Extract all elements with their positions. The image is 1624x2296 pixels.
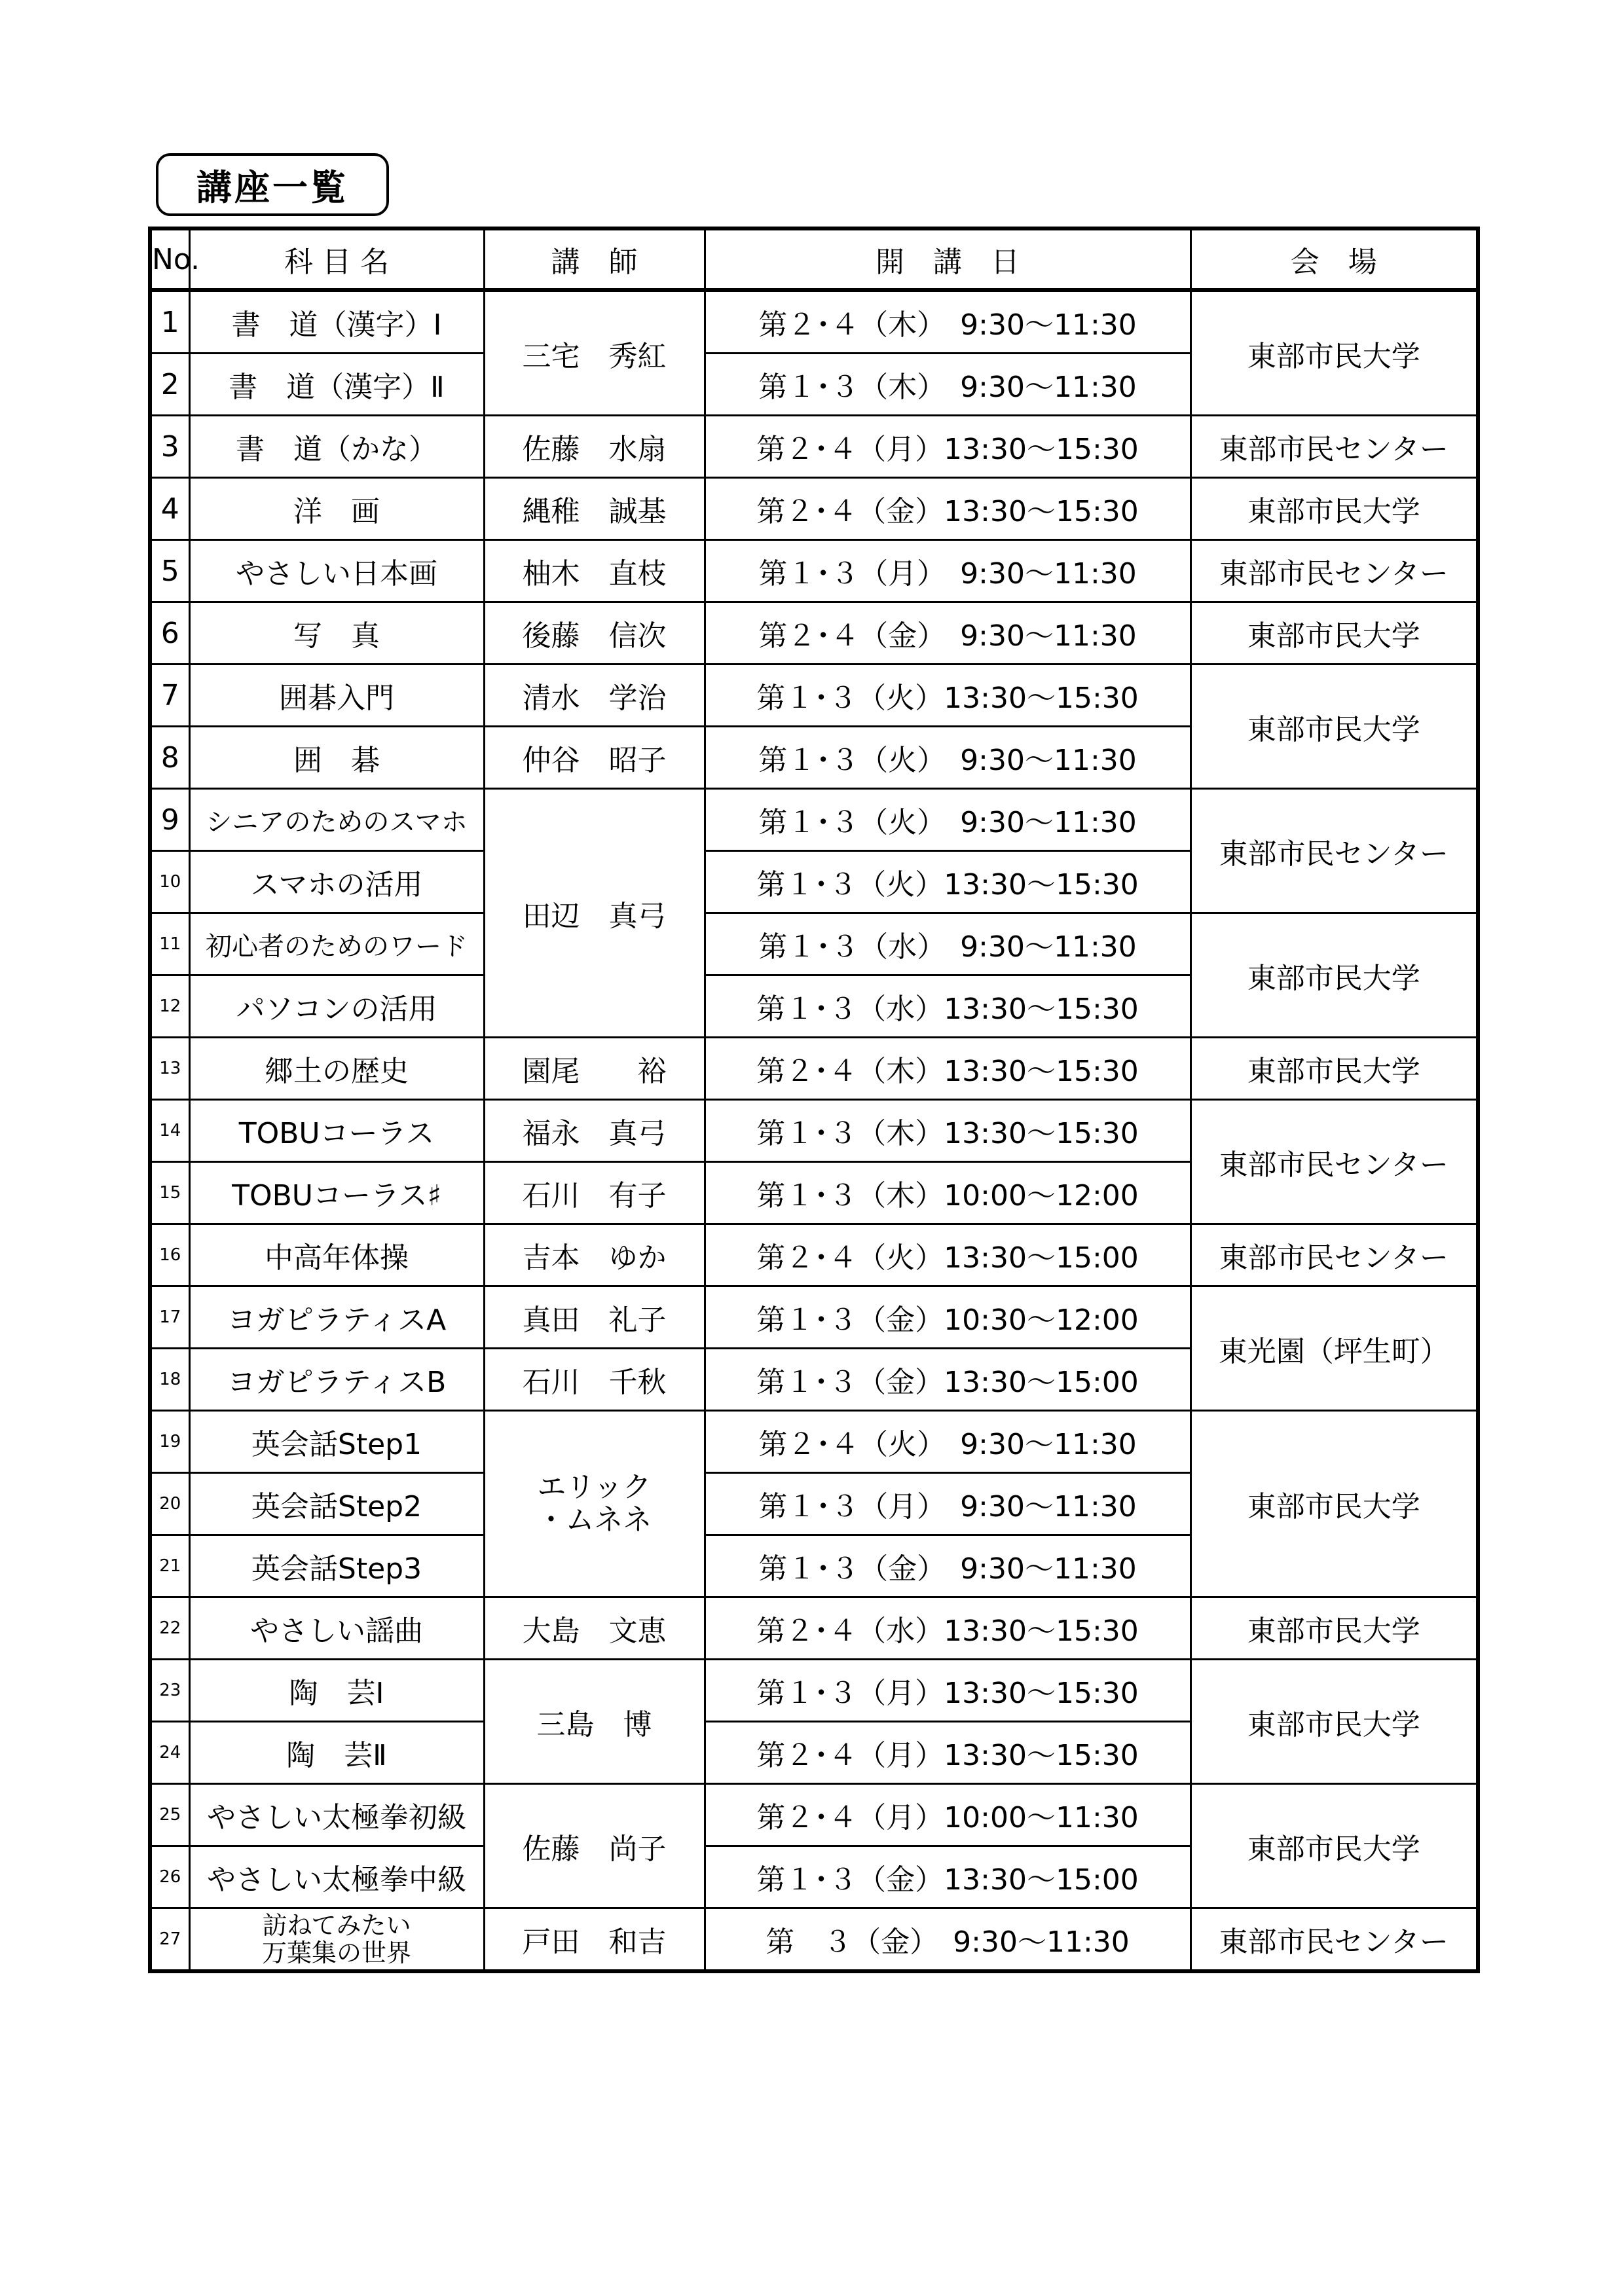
instructor-cell: 柚木 直枝 <box>484 540 705 602</box>
row-number: 23 <box>150 1660 189 1722</box>
schedule-cell: 第１･３（水）13:30～15:30 <box>705 975 1190 1038</box>
table-row <box>150 1908 1478 1972</box>
schedule-cell: 第 ３（金） 9:30～11:30 <box>705 1908 1190 1972</box>
row-number: 12 <box>150 975 189 1038</box>
row-number: 18 <box>150 1349 189 1411</box>
venue-cell: 東部市民センター <box>1190 1224 1478 1286</box>
schedule-cell: 第２･４（月）13:30～15:30 <box>705 1722 1190 1784</box>
subject-cell: 洋 画 <box>189 478 484 540</box>
table-row <box>150 1224 1478 1286</box>
table-row <box>150 913 1478 975</box>
instructor-cell: 石川 千秋 <box>484 1349 705 1411</box>
header-instructor: 講 師 <box>484 228 705 290</box>
table-row <box>150 478 1478 540</box>
instructor-line: エリック <box>537 1470 652 1504</box>
venue-cell: 東部市民センター <box>1190 1908 1478 1972</box>
header-subject: 科 目 名 <box>189 228 484 290</box>
venue-cell: 東部市民大学 <box>1190 478 1478 540</box>
row-number: 24 <box>150 1722 189 1784</box>
subject-cell: 陶 芸Ⅰ <box>189 1660 484 1722</box>
row-number: 10 <box>150 851 189 913</box>
instructor-cell: 戸田 和吉 <box>484 1908 705 1972</box>
row-number: 19 <box>150 1411 189 1473</box>
subject-cell: 陶 芸Ⅱ <box>189 1722 484 1784</box>
subject-cell: 英会話Step2 <box>189 1473 484 1535</box>
table-row <box>150 602 1478 665</box>
schedule-cell: 第１･３（金）13:30～15:00 <box>705 1349 1190 1411</box>
schedule-cell: 第１･３（月） 9:30～11:30 <box>705 1473 1190 1535</box>
subject-cell: やさしい太極拳初級 <box>189 1784 484 1846</box>
schedule-cell: 第１･３（水） 9:30～11:30 <box>705 913 1190 975</box>
venue-cell: 東部市民大学 <box>1190 602 1478 665</box>
subject-cell: TOBUコーラス♯ <box>189 1162 484 1224</box>
table-row <box>150 1100 1478 1162</box>
table-row <box>150 540 1478 602</box>
page-title: 講座一覧 <box>156 153 389 216</box>
schedule-cell: 第２･４（木）13:30～15:30 <box>705 1038 1190 1100</box>
table-row <box>150 416 1478 478</box>
row-number: 27 <box>150 1908 189 1972</box>
schedule-cell: 第１･３（木）10:00～12:00 <box>705 1162 1190 1224</box>
schedule-cell: 第１･３（月） 9:30～11:30 <box>705 540 1190 602</box>
row-number: 8 <box>150 727 189 789</box>
subject-cell: 中高年体操 <box>189 1224 484 1286</box>
schedule-cell: 第１･３（火） 9:30～11:30 <box>705 789 1190 851</box>
instructor-cell: 園尾 裕 <box>484 1038 705 1100</box>
row-number: 15 <box>150 1162 189 1224</box>
instructor-cell: 田辺 真弓 <box>484 789 705 1038</box>
subject-cell: 初心者のためのワード <box>189 913 484 975</box>
row-number: 16 <box>150 1224 189 1286</box>
table-row <box>150 665 1478 727</box>
subject-cell <box>189 1908 484 1972</box>
subject-cell: 囲 碁 <box>189 727 484 789</box>
schedule-cell: 第１･３（金） 9:30～11:30 <box>705 1535 1190 1597</box>
schedule-cell: 第１･３（月）13:30～15:30 <box>705 1660 1190 1722</box>
subject-cell: やさしい日本画 <box>189 540 484 602</box>
subject-cell: TOBUコーラス <box>189 1100 484 1162</box>
subject-cell: 囲碁入門 <box>189 665 484 727</box>
venue-cell: 東部市民大学 <box>1190 1784 1478 1908</box>
venue-cell: 東部市民大学 <box>1190 290 1478 416</box>
header-no: No. <box>150 228 189 290</box>
venue-cell: 東部市民大学 <box>1190 913 1478 1038</box>
schedule-cell: 第２･４（木） 9:30～11:30 <box>705 290 1190 354</box>
schedule-cell: 第１･３（金）13:30～15:00 <box>705 1846 1190 1908</box>
row-number: 26 <box>150 1846 189 1908</box>
schedule-cell: 第２･４（火）13:30～15:00 <box>705 1224 1190 1286</box>
venue-cell: 東部市民大学 <box>1190 1411 1478 1597</box>
row-number: 11 <box>150 913 189 975</box>
row-number: 21 <box>150 1535 189 1597</box>
course-table <box>148 227 1480 1973</box>
subject-cell: やさしい謡曲 <box>189 1597 484 1660</box>
schedule-cell: 第２･４（金）13:30～15:30 <box>705 478 1190 540</box>
row-number: 5 <box>150 540 189 602</box>
schedule-cell: 第１･３（火）13:30～15:30 <box>705 665 1190 727</box>
venue-cell: 東部市民大学 <box>1190 1597 1478 1660</box>
subject-cell: 写 真 <box>189 602 484 665</box>
instructor-line: ・ムネネ <box>536 1503 652 1537</box>
subject-line: 訪ねてみたい <box>262 1911 411 1940</box>
table-row <box>150 1660 1478 1722</box>
row-number: 9 <box>150 789 189 851</box>
venue-cell: 東部市民センター <box>1190 540 1478 602</box>
venue-cell: 東部市民大学 <box>1190 1660 1478 1784</box>
subject-line: 万葉集の世界 <box>261 1939 411 1967</box>
header-venue: 会 場 <box>1190 228 1478 290</box>
subject-cell: シニアのためのスマホ <box>189 789 484 851</box>
instructor-cell: 佐藤 水扇 <box>484 416 705 478</box>
table-row <box>150 789 1478 851</box>
instructor-cell: 清水 学治 <box>484 665 705 727</box>
instructor-cell: 佐藤 尚子 <box>484 1784 705 1908</box>
subject-cell: 郷土の歴史 <box>189 1038 484 1100</box>
instructor-cell: 三島 博 <box>484 1660 705 1784</box>
subject-cell: パソコンの活用 <box>189 975 484 1038</box>
table-row <box>150 1038 1478 1100</box>
schedule-cell: 第１･３（金）10:30～12:00 <box>705 1286 1190 1349</box>
instructor-cell: 仲谷 昭子 <box>484 727 705 789</box>
table-row <box>150 290 1478 354</box>
instructor-cell: 三宅 秀紅 <box>484 290 705 416</box>
subject-cell: 書 道（かな） <box>189 416 484 478</box>
schedule-cell: 第１･３（火） 9:30～11:30 <box>705 727 1190 789</box>
subject-cell: やさしい太極拳中級 <box>189 1846 484 1908</box>
subject-cell: 書 道（漢字）Ⅰ <box>189 290 484 354</box>
row-number: 7 <box>150 665 189 727</box>
table-row <box>150 1286 1478 1349</box>
row-number: 1 <box>150 290 189 354</box>
instructor-cell: 吉本 ゆか <box>484 1224 705 1286</box>
subject-cell: ヨガピラティスA <box>189 1286 484 1349</box>
subject-cell: 書 道（漢字）Ⅱ <box>189 354 484 416</box>
row-number: 22 <box>150 1597 189 1660</box>
schedule-cell: 第２･４（水）13:30～15:30 <box>705 1597 1190 1660</box>
schedule-cell: 第１･３（木）13:30～15:30 <box>705 1100 1190 1162</box>
instructor-cell: 大島 文恵 <box>484 1597 705 1660</box>
row-number: 13 <box>150 1038 189 1100</box>
venue-cell: 東部市民大学 <box>1190 1038 1478 1100</box>
schedule-cell: 第２･４（金） 9:30～11:30 <box>705 602 1190 665</box>
schedule-cell: 第１･３（木） 9:30～11:30 <box>705 354 1190 416</box>
header-schedule: 開 講 日 <box>705 228 1190 290</box>
row-number: 3 <box>150 416 189 478</box>
row-number: 25 <box>150 1784 189 1846</box>
schedule-cell: 第１･３（火）13:30～15:30 <box>705 851 1190 913</box>
table-row <box>150 1784 1478 1846</box>
venue-cell: 東光園（坪生町） <box>1190 1286 1478 1411</box>
row-number: 14 <box>150 1100 189 1162</box>
venue-cell: 東部市民センター <box>1190 1100 1478 1224</box>
instructor-cell: 真田 礼子 <box>484 1286 705 1349</box>
instructor-cell: 後藤 信次 <box>484 602 705 665</box>
row-number: 2 <box>150 354 189 416</box>
row-number: 6 <box>150 602 189 665</box>
table-row <box>150 1597 1478 1660</box>
schedule-cell: 第２･４（月）13:30～15:30 <box>705 416 1190 478</box>
venue-cell: 東部市民センター <box>1190 416 1478 478</box>
row-number: 4 <box>150 478 189 540</box>
venue-cell: 東部市民大学 <box>1190 665 1478 789</box>
row-number: 17 <box>150 1286 189 1349</box>
table-header-row <box>150 228 1478 290</box>
instructor-cell <box>484 1411 705 1597</box>
schedule-cell: 第２･４（火） 9:30～11:30 <box>705 1411 1190 1473</box>
subject-cell: 英会話Step3 <box>189 1535 484 1597</box>
subject-cell: ヨガピラティスB <box>189 1349 484 1411</box>
subject-cell: 英会話Step1 <box>189 1411 484 1473</box>
row-number: 20 <box>150 1473 189 1535</box>
subject-cell: スマホの活用 <box>189 851 484 913</box>
schedule-cell: 第２･４（月）10:00～11:30 <box>705 1784 1190 1846</box>
instructor-cell: 福永 真弓 <box>484 1100 705 1162</box>
instructor-cell: 縄稚 誠基 <box>484 478 705 540</box>
instructor-cell: 石川 有子 <box>484 1162 705 1224</box>
venue-cell: 東部市民センター <box>1190 789 1478 913</box>
table-row <box>150 1411 1478 1473</box>
